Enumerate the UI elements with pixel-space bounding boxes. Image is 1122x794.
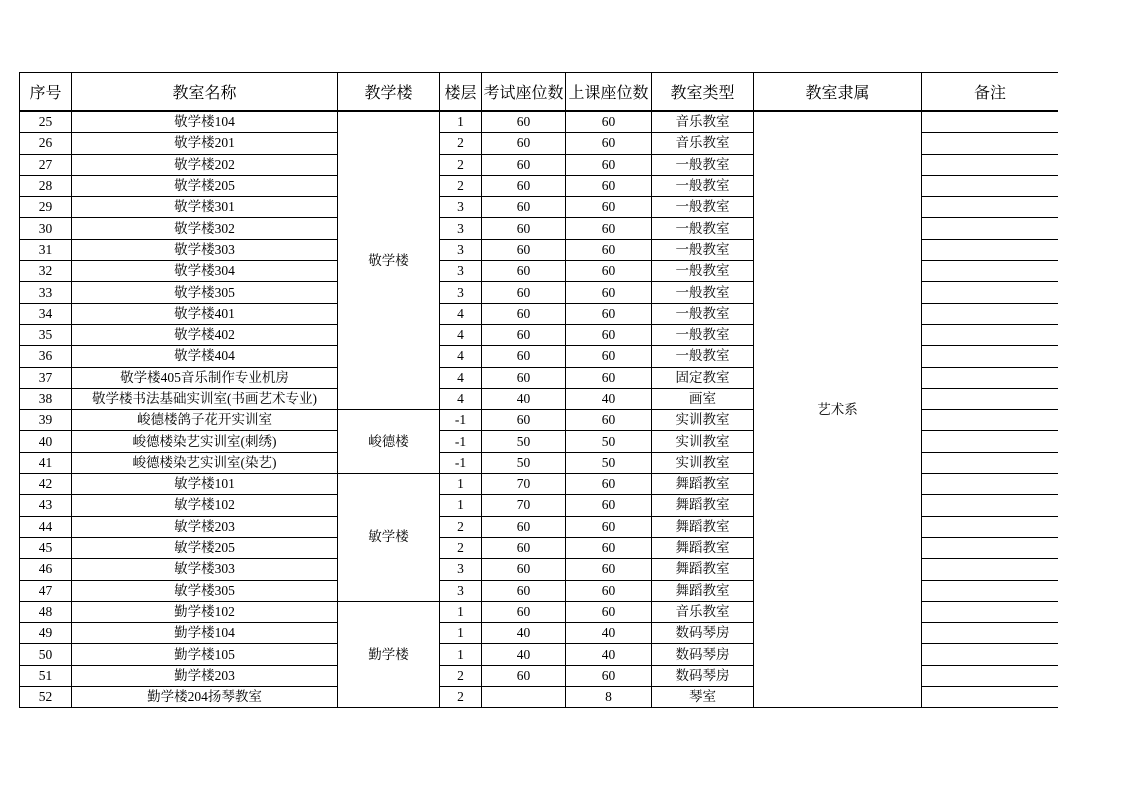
cell-remarks xyxy=(922,644,1059,665)
cell-building: 勤学楼 xyxy=(338,601,440,707)
cell-room-type: 一般教室 xyxy=(652,282,754,303)
cell-class-seats: 60 xyxy=(566,197,652,218)
cell-floor: 2 xyxy=(440,537,482,558)
cell-floor: 3 xyxy=(440,197,482,218)
cell-room-name: 敬学楼书法基础实训室(书画艺术专业) xyxy=(72,388,338,409)
cell-remarks xyxy=(922,410,1059,431)
cell-exam-seats: 60 xyxy=(482,367,566,388)
cell-class-seats: 60 xyxy=(566,601,652,622)
cell-floor: 3 xyxy=(440,559,482,580)
cell-room-name: 敏学楼205 xyxy=(72,537,338,558)
cell-remarks xyxy=(922,431,1059,452)
cell-no: 39 xyxy=(20,410,72,431)
cell-remarks xyxy=(922,239,1059,260)
cell-exam-seats: 70 xyxy=(482,474,566,495)
cell-class-seats: 60 xyxy=(566,537,652,558)
cell-exam-seats: 60 xyxy=(482,282,566,303)
cell-floor: 2 xyxy=(440,154,482,175)
table-row xyxy=(20,111,1059,133)
cell-floor: 1 xyxy=(440,495,482,516)
header-building: 教学楼 xyxy=(338,73,440,112)
cell-floor: 4 xyxy=(440,367,482,388)
cell-floor: 4 xyxy=(440,324,482,345)
header-remarks: 备注 xyxy=(922,73,1059,112)
cell-floor: 4 xyxy=(440,346,482,367)
cell-room-name: 勤学楼105 xyxy=(72,644,338,665)
cell-no: 25 xyxy=(20,111,72,133)
cell-floor: -1 xyxy=(440,410,482,431)
cell-no: 44 xyxy=(20,516,72,537)
cell-floor: -1 xyxy=(440,431,482,452)
cell-no: 42 xyxy=(20,474,72,495)
cell-room-type: 音乐教室 xyxy=(652,133,754,154)
cell-room-name: 勤学楼104 xyxy=(72,623,338,644)
cell-floor: 4 xyxy=(440,303,482,324)
cell-exam-seats: 50 xyxy=(482,452,566,473)
cell-room-name: 敏学楼101 xyxy=(72,474,338,495)
cell-exam-seats: 60 xyxy=(482,197,566,218)
cell-room-type: 琴室 xyxy=(652,687,754,708)
cell-room-name: 敬学楼304 xyxy=(72,261,338,282)
cell-room-name: 敏学楼203 xyxy=(72,516,338,537)
cell-class-seats: 60 xyxy=(566,665,652,686)
classroom-table xyxy=(19,72,1058,708)
cell-class-seats: 60 xyxy=(566,367,652,388)
header-affiliation: 教室隶属 xyxy=(754,73,922,112)
cell-room-name: 敬学楼404 xyxy=(72,346,338,367)
cell-remarks xyxy=(922,133,1059,154)
cell-no: 34 xyxy=(20,303,72,324)
cell-floor: 2 xyxy=(440,516,482,537)
cell-no: 47 xyxy=(20,580,72,601)
cell-room-type: 实训教室 xyxy=(652,410,754,431)
cell-exam-seats: 60 xyxy=(482,346,566,367)
cell-remarks xyxy=(922,388,1059,409)
cell-floor: 4 xyxy=(440,388,482,409)
cell-remarks xyxy=(922,665,1059,686)
cell-class-seats: 40 xyxy=(566,623,652,644)
cell-remarks xyxy=(922,367,1059,388)
cell-no: 32 xyxy=(20,261,72,282)
cell-exam-seats: 40 xyxy=(482,388,566,409)
cell-class-seats: 60 xyxy=(566,239,652,260)
cell-room-type: 数码琴房 xyxy=(652,665,754,686)
cell-class-seats: 60 xyxy=(566,559,652,580)
classroom-table-sheet xyxy=(19,72,1058,708)
cell-floor: 1 xyxy=(440,474,482,495)
cell-class-seats: 60 xyxy=(566,282,652,303)
cell-exam-seats: 40 xyxy=(482,644,566,665)
cell-remarks xyxy=(922,580,1059,601)
cell-exam-seats: 60 xyxy=(482,580,566,601)
cell-room-type: 一般教室 xyxy=(652,303,754,324)
cell-exam-seats: 50 xyxy=(482,431,566,452)
cell-no: 40 xyxy=(20,431,72,452)
cell-no: 48 xyxy=(20,601,72,622)
cell-class-seats: 60 xyxy=(566,410,652,431)
cell-no: 37 xyxy=(20,367,72,388)
header-room-type: 教室类型 xyxy=(652,73,754,112)
cell-room-name: 勤学楼204扬琴教室 xyxy=(72,687,338,708)
cell-room-type: 一般教室 xyxy=(652,154,754,175)
cell-room-name: 敬学楼104 xyxy=(72,111,338,133)
cell-room-type: 音乐教室 xyxy=(652,601,754,622)
cell-remarks xyxy=(922,346,1059,367)
cell-class-seats: 60 xyxy=(566,175,652,196)
header-no: 序号 xyxy=(20,73,72,112)
cell-room-name: 敬学楼301 xyxy=(72,197,338,218)
cell-no: 46 xyxy=(20,559,72,580)
cell-exam-seats: 40 xyxy=(482,623,566,644)
cell-room-name: 敏学楼102 xyxy=(72,495,338,516)
cell-no: 51 xyxy=(20,665,72,686)
cell-floor: 1 xyxy=(440,111,482,133)
cell-class-seats: 50 xyxy=(566,431,652,452)
cell-class-seats: 60 xyxy=(566,111,652,133)
cell-class-seats: 60 xyxy=(566,261,652,282)
cell-room-type: 音乐教室 xyxy=(652,111,754,133)
cell-floor: 3 xyxy=(440,282,482,303)
cell-class-seats: 60 xyxy=(566,303,652,324)
cell-remarks xyxy=(922,687,1059,708)
cell-room-type: 舞蹈教室 xyxy=(652,580,754,601)
cell-exam-seats: 60 xyxy=(482,261,566,282)
cell-room-name: 峻德楼鸽子花开实训室 xyxy=(72,410,338,431)
cell-room-type: 实训教室 xyxy=(652,431,754,452)
cell-exam-seats: 60 xyxy=(482,516,566,537)
cell-floor: 2 xyxy=(440,175,482,196)
cell-class-seats: 60 xyxy=(566,580,652,601)
cell-room-name: 敬学楼305 xyxy=(72,282,338,303)
cell-room-name: 敬学楼401 xyxy=(72,303,338,324)
cell-exam-seats: 60 xyxy=(482,239,566,260)
cell-room-type: 画室 xyxy=(652,388,754,409)
cell-room-name: 敬学楼405音乐制作专业机房 xyxy=(72,367,338,388)
cell-exam-seats: 60 xyxy=(482,111,566,133)
cell-room-name: 敬学楼201 xyxy=(72,133,338,154)
cell-building: 敏学楼 xyxy=(338,474,440,602)
cell-no: 36 xyxy=(20,346,72,367)
cell-no: 33 xyxy=(20,282,72,303)
cell-exam-seats: 60 xyxy=(482,410,566,431)
cell-no: 28 xyxy=(20,175,72,196)
cell-remarks xyxy=(922,324,1059,345)
cell-floor: 2 xyxy=(440,665,482,686)
header-class-seats: 上课座位数 xyxy=(566,73,652,112)
cell-no: 49 xyxy=(20,623,72,644)
cell-no: 27 xyxy=(20,154,72,175)
cell-no: 45 xyxy=(20,537,72,558)
cell-room-name: 敬学楼402 xyxy=(72,324,338,345)
cell-remarks xyxy=(922,623,1059,644)
cell-room-type: 数码琴房 xyxy=(652,644,754,665)
cell-floor: 3 xyxy=(440,218,482,239)
cell-remarks xyxy=(922,537,1059,558)
cell-room-name: 勤学楼203 xyxy=(72,665,338,686)
cell-no: 52 xyxy=(20,687,72,708)
cell-room-name: 敏学楼305 xyxy=(72,580,338,601)
cell-class-seats: 60 xyxy=(566,324,652,345)
cell-remarks xyxy=(922,601,1059,622)
cell-no: 43 xyxy=(20,495,72,516)
cell-class-seats: 60 xyxy=(566,218,652,239)
cell-room-type: 舞蹈教室 xyxy=(652,559,754,580)
cell-room-name: 敬学楼302 xyxy=(72,218,338,239)
cell-exam-seats: 70 xyxy=(482,495,566,516)
cell-remarks xyxy=(922,154,1059,175)
header-floor: 楼层 xyxy=(440,73,482,112)
cell-room-name: 敬学楼205 xyxy=(72,175,338,196)
cell-class-seats: 60 xyxy=(566,346,652,367)
cell-class-seats: 50 xyxy=(566,452,652,473)
cell-room-type: 舞蹈教室 xyxy=(652,474,754,495)
cell-remarks xyxy=(922,452,1059,473)
cell-no: 41 xyxy=(20,452,72,473)
cell-floor: 3 xyxy=(440,261,482,282)
header-exam-seats: 考试座位数 xyxy=(482,73,566,112)
cell-no: 31 xyxy=(20,239,72,260)
cell-room-type: 舞蹈教室 xyxy=(652,495,754,516)
cell-floor: 2 xyxy=(440,133,482,154)
cell-class-seats: 40 xyxy=(566,388,652,409)
cell-class-seats: 60 xyxy=(566,133,652,154)
cell-room-type: 固定教室 xyxy=(652,367,754,388)
cell-room-name: 峻德楼染艺实训室(染艺) xyxy=(72,452,338,473)
cell-no: 26 xyxy=(20,133,72,154)
cell-class-seats: 60 xyxy=(566,154,652,175)
cell-room-type: 一般教室 xyxy=(652,239,754,260)
cell-remarks xyxy=(922,516,1059,537)
cell-remarks xyxy=(922,218,1059,239)
cell-class-seats: 8 xyxy=(566,687,652,708)
cell-room-name: 敏学楼303 xyxy=(72,559,338,580)
cell-room-type: 数码琴房 xyxy=(652,623,754,644)
cell-room-type: 一般教室 xyxy=(652,218,754,239)
cell-floor: 1 xyxy=(440,601,482,622)
cell-room-type: 一般教室 xyxy=(652,175,754,196)
cell-class-seats: 60 xyxy=(566,516,652,537)
cell-floor: 1 xyxy=(440,623,482,644)
cell-class-seats: 60 xyxy=(566,495,652,516)
cell-exam-seats: 60 xyxy=(482,303,566,324)
cell-floor: 3 xyxy=(440,580,482,601)
cell-exam-seats: 60 xyxy=(482,218,566,239)
cell-remarks xyxy=(922,111,1059,133)
cell-exam-seats: 60 xyxy=(482,154,566,175)
cell-no: 35 xyxy=(20,324,72,345)
cell-exam-seats: 60 xyxy=(482,175,566,196)
table-body xyxy=(20,111,1059,708)
cell-floor: 1 xyxy=(440,644,482,665)
cell-room-type: 一般教室 xyxy=(652,197,754,218)
cell-exam-seats: 60 xyxy=(482,133,566,154)
cell-building: 敬学楼 xyxy=(338,111,440,410)
cell-exam-seats: 60 xyxy=(482,537,566,558)
cell-room-type: 一般教室 xyxy=(652,261,754,282)
cell-remarks xyxy=(922,197,1059,218)
cell-no: 29 xyxy=(20,197,72,218)
cell-exam-seats: 60 xyxy=(482,665,566,686)
cell-affiliation: 艺术系 xyxy=(754,111,922,708)
cell-room-type: 实训教室 xyxy=(652,452,754,473)
cell-room-type: 舞蹈教室 xyxy=(652,537,754,558)
cell-no: 50 xyxy=(20,644,72,665)
cell-room-name: 勤学楼102 xyxy=(72,601,338,622)
header-room-name: 教室名称 xyxy=(72,73,338,112)
cell-remarks xyxy=(922,303,1059,324)
cell-floor: 3 xyxy=(440,239,482,260)
cell-class-seats: 40 xyxy=(566,644,652,665)
cell-room-name: 敬学楼202 xyxy=(72,154,338,175)
cell-room-type: 一般教室 xyxy=(652,324,754,345)
cell-no: 30 xyxy=(20,218,72,239)
cell-building: 峻德楼 xyxy=(338,410,440,474)
cell-remarks xyxy=(922,261,1059,282)
cell-exam-seats: 60 xyxy=(482,601,566,622)
cell-no: 38 xyxy=(20,388,72,409)
cell-floor: 2 xyxy=(440,687,482,708)
cell-remarks xyxy=(922,559,1059,580)
cell-exam-seats xyxy=(482,687,566,708)
cell-floor: -1 xyxy=(440,452,482,473)
cell-remarks xyxy=(922,495,1059,516)
cell-room-type: 舞蹈教室 xyxy=(652,516,754,537)
cell-remarks xyxy=(922,175,1059,196)
cell-exam-seats: 60 xyxy=(482,559,566,580)
cell-exam-seats: 60 xyxy=(482,324,566,345)
cell-room-name: 峻德楼染艺实训室(刺绣) xyxy=(72,431,338,452)
cell-remarks xyxy=(922,282,1059,303)
header-row xyxy=(20,73,1059,112)
cell-room-name: 敬学楼303 xyxy=(72,239,338,260)
cell-remarks xyxy=(922,474,1059,495)
cell-class-seats: 60 xyxy=(566,474,652,495)
cell-room-type: 一般教室 xyxy=(652,346,754,367)
